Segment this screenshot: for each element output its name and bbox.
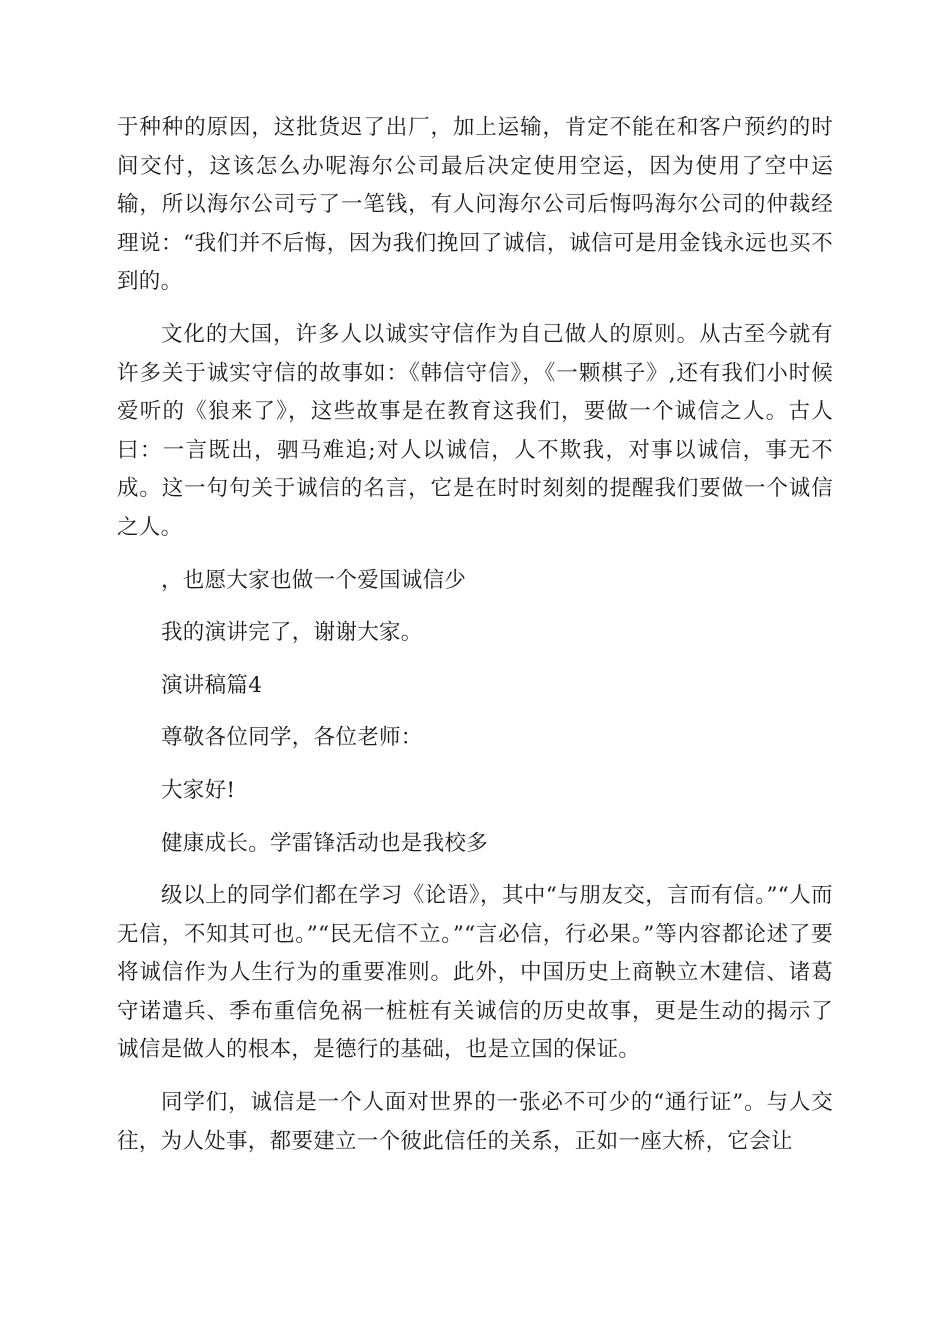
paragraph-passport: 同学们，诚信是一个人面对世界的一张必不可少的“通行证”。与人交往，为人处事，都要建立一个彼此信任的关系，正如一座大桥，它会让	[117, 1090, 833, 1154]
paragraph-honesty-culture: 文化的大国，许多人以诚实守信作为自己做人的原则。从古至今就有许多关于诚实守信的故事如：《韩信守信》，《一颗棋子》,还有我们小时候爱听的《狼来了》，这些故事是在教育这我们，要做一个诚信之人。古人曰：一言既出，驷马难追;对人以诚信，人不欺我，对事以诚信，事无不成。这一句句关于诚信的名言，它是在时时刻刻的提醒我们要做一个诚信之人。	[117, 321, 833, 540]
paragraph-greeting: 大家好!	[161, 777, 236, 803]
paragraph-salutation: 尊敬各位同学，各位老师：	[161, 725, 423, 751]
document-body	[117, 109, 833, 1175]
section-heading: 演讲稿篇4	[161, 672, 263, 698]
paragraph-haier-story: 于种种的原因，这批货迟了出厂，加上运输，肯定不能在和客户预约的时间交付，这该怎么办呢海尔公司最后决定使用空运，因为使用了空中运输，所以海尔公司亏了一笔钱，有人问海尔公司后悔吗海尔公司的仲裁经理说：“我们并不后悔，因为我们挽回了诚信，诚信可是用金钱永远也买不到的。	[117, 115, 833, 295]
paragraph-analects: 级以上的同学们都在学习《论语》，其中“与朋友交，言而有信。”“人而无信，不知其可也。”“民无信不立。”“言必信，行必果。”等内容都论述了要将诚信作为人生行为的重要准则。此外，中国历史上商鞅立木建信、诸葛守诺遣兵、季布重信免祸一桩桩有关诚信的历史故事，更是生动的揭示了诚信是做人的根本，是德行的基础，也是立国的保证。	[117, 883, 833, 1063]
paragraph-growth: 健康成长。学雷锋活动也是我校多	[161, 830, 489, 856]
paragraph-closing: 我的演讲完了，谢谢大家。	[161, 620, 423, 646]
paragraph-wish: ，也愿大家也做一个爱国诚信少	[161, 567, 467, 593]
